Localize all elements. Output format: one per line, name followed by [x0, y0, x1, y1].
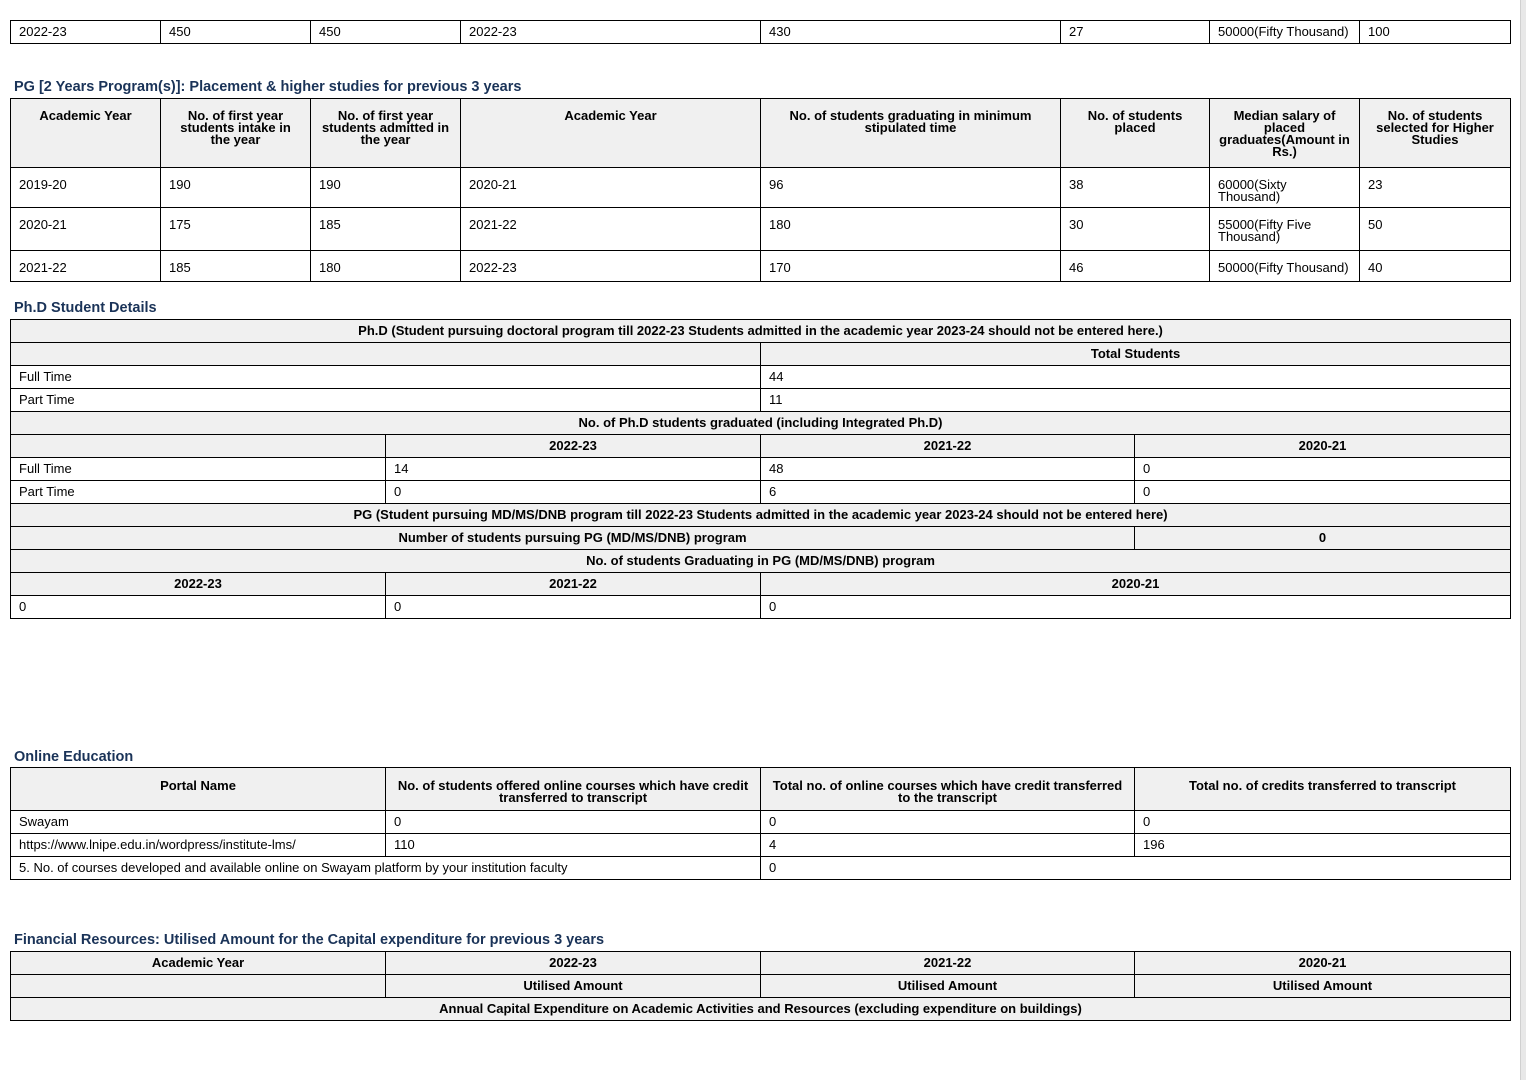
- table-cell: 100: [1360, 21, 1511, 44]
- table-cell: 0: [761, 811, 1135, 834]
- table-cell: 30: [1061, 208, 1210, 251]
- row-label: Full Time: [11, 458, 386, 481]
- vertical-scrollbar[interactable]: [1520, 0, 1526, 1080]
- table-cell: 6: [761, 481, 1135, 504]
- table-header-row: [11, 768, 1511, 811]
- table-cell: 430: [761, 21, 1061, 44]
- table-cell: 170: [761, 251, 1061, 282]
- table-row: [11, 857, 1511, 880]
- table-row: [11, 458, 1511, 481]
- online-section-title: Online Education: [14, 749, 134, 765]
- column-header: 2022-23: [386, 435, 761, 458]
- table-row: [11, 343, 1511, 366]
- column-header: Total no. of online courses which have credit transferred to the transcript: [761, 768, 1135, 811]
- phd-graduated-header: No. of Ph.D students graduated (including Integrated Ph.D): [11, 412, 1511, 435]
- table-cell: 2022-23: [11, 21, 161, 44]
- table-cell: 50000(Fifty Thousand): [1210, 251, 1360, 282]
- table-cell: 38: [1061, 168, 1210, 208]
- column-header: No. of students placed: [1061, 99, 1210, 168]
- column-header: No. of first year students intake in the year: [161, 99, 311, 168]
- table-cell: 185: [161, 251, 311, 282]
- pg-pursuing-label: Number of students pursuing PG (MD/MS/DNB) program: [11, 527, 1135, 550]
- table-cell: 14: [386, 458, 761, 481]
- empty-header-cell: [11, 975, 386, 998]
- column-header: Utilised Amount: [761, 975, 1135, 998]
- table-cell: Swayam: [11, 811, 386, 834]
- table-cell: 0: [11, 596, 386, 619]
- row-label: 5. No. of courses developed and available online on Swayam platform by your institution faculty: [11, 857, 761, 880]
- table-cell: 2022-23: [461, 21, 761, 44]
- table-cell: 185: [311, 208, 461, 251]
- column-header: 2020-21: [1135, 952, 1511, 975]
- table-cell: 450: [161, 21, 311, 44]
- table-row: [11, 481, 1511, 504]
- phd-section-title: Ph.D Student Details: [14, 300, 157, 316]
- table-cell: 2022-23: [461, 251, 761, 282]
- empty-header-cell: [11, 343, 761, 366]
- table-cell: 0: [1135, 811, 1511, 834]
- pg-pursuing-header: PG (Student pursuing MD/MS/DNB program till 2022-23 Students admitted in the academic year 2023-24 should not be entered here): [11, 504, 1511, 527]
- phd-details-table: [10, 319, 1511, 619]
- table-row: [11, 412, 1511, 435]
- pg-pursuing-value: 0: [1135, 527, 1511, 550]
- table-row: [11, 527, 1511, 550]
- finance-section-title: Financial Resources: Utilised Amount for the Capital expenditure for previous 3 years: [14, 932, 605, 948]
- total-students-header: Total Students: [761, 343, 1511, 366]
- table-cell: 96: [761, 168, 1061, 208]
- table-row: [11, 952, 1511, 975]
- phd-pursuing-header: Ph.D (Student pursuing doctoral program till 2022-23 Students admitted in the academic year 2023-24 should not be entered here.): [11, 320, 1511, 343]
- table-cell: 27: [1061, 21, 1210, 44]
- table-row: [11, 573, 1511, 596]
- table-row: [11, 21, 1511, 44]
- table-row: [11, 550, 1511, 573]
- column-header: 2021-22: [761, 952, 1135, 975]
- column-header: Academic Year: [461, 99, 761, 168]
- column-header: 2021-22: [761, 435, 1135, 458]
- table-row: [11, 504, 1511, 527]
- column-header: Median salary of placed graduates(Amount in Rs.): [1210, 99, 1360, 168]
- table-row: [11, 251, 1511, 282]
- table-row: [11, 811, 1511, 834]
- table-cell: 50000(Fifty Thousand): [1210, 21, 1360, 44]
- column-header: Academic Year: [11, 99, 161, 168]
- table-cell: 0: [1135, 458, 1511, 481]
- pg-placement-table: [10, 98, 1511, 282]
- pg-graduating-header: No. of students Graduating in PG (MD/MS/DNB) program: [11, 550, 1511, 573]
- column-header: 2020-21: [1135, 435, 1511, 458]
- column-header: 2021-22: [386, 573, 761, 596]
- table-cell: 196: [1135, 834, 1511, 857]
- portal-url-cell: https://www.lnipe.edu.in/wordpress/institute-lms/: [11, 834, 386, 857]
- table-cell: 450: [311, 21, 461, 44]
- financial-resources-table: [10, 951, 1511, 1021]
- table-cell: 0: [386, 811, 761, 834]
- column-header: No. of first year students admitted in the year: [311, 99, 461, 168]
- table-cell: 0: [386, 596, 761, 619]
- table-cell: 0: [1135, 481, 1511, 504]
- table-cell: 44: [761, 366, 1511, 389]
- column-header: Portal Name: [11, 768, 386, 811]
- column-header: No. of students offered online courses which have credit transferred to transcript: [386, 768, 761, 811]
- column-header: Total no. of credits transferred to transcript: [1135, 768, 1511, 811]
- table-cell: 180: [761, 208, 1061, 251]
- table-cell: 4: [761, 834, 1135, 857]
- table-row: [11, 320, 1511, 343]
- column-header: 2020-21: [761, 573, 1511, 596]
- table-header-row: [11, 99, 1511, 168]
- table-cell: 2019-20: [11, 168, 161, 208]
- table-row: [11, 975, 1511, 998]
- table-cell: 50: [1360, 208, 1511, 251]
- table-cell: 48: [761, 458, 1135, 481]
- row-label: Part Time: [11, 481, 386, 504]
- capex-header: Annual Capital Expenditure on Academic Activities and Resources (excluding expenditure on buildings): [11, 998, 1511, 1021]
- table-cell: 2020-21: [11, 208, 161, 251]
- column-header: 2022-23: [386, 952, 761, 975]
- table-cell: 180: [311, 251, 461, 282]
- table-row: [11, 834, 1511, 857]
- table-row: [11, 596, 1511, 619]
- table-cell: 11: [761, 389, 1511, 412]
- table-cell: 60000(Sixty Thousand): [1210, 168, 1360, 208]
- column-header: Utilised Amount: [386, 975, 761, 998]
- table-cell: 0: [761, 596, 1511, 619]
- table-cell: 40: [1360, 251, 1511, 282]
- table-cell: 190: [311, 168, 461, 208]
- column-header: No. of students selected for Higher Studies: [1360, 99, 1511, 168]
- table-row: [11, 168, 1511, 208]
- table-cell: 175: [161, 208, 311, 251]
- table-cell: 46: [1061, 251, 1210, 282]
- row-label: Full Time: [11, 366, 761, 389]
- column-header: No. of students graduating in minimum stipulated time: [761, 99, 1061, 168]
- table-cell: 23: [1360, 168, 1511, 208]
- table-cell: 2021-22: [11, 251, 161, 282]
- table-cell: 2020-21: [461, 168, 761, 208]
- table-row: [11, 366, 1511, 389]
- table-row: [11, 435, 1511, 458]
- table-cell: 0: [386, 481, 761, 504]
- table-row: [11, 389, 1511, 412]
- ug-placement-table-continuation: [10, 20, 1511, 44]
- online-education-table: [10, 767, 1511, 880]
- empty-header-cell: [11, 435, 386, 458]
- column-header: Utilised Amount: [1135, 975, 1511, 998]
- pg-section-title: PG [2 Years Program(s)]: Placement & higher studies for previous 3 years: [14, 79, 522, 95]
- table-row: [11, 998, 1511, 1021]
- table-cell: 110: [386, 834, 761, 857]
- column-header: 2022-23: [11, 573, 386, 596]
- table-cell: 190: [161, 168, 311, 208]
- table-cell: 55000(Fifty Five Thousand): [1210, 208, 1360, 251]
- table-cell: 2021-22: [461, 208, 761, 251]
- column-header: Academic Year: [11, 952, 386, 975]
- row-label: Part Time: [11, 389, 761, 412]
- table-row: [11, 208, 1511, 251]
- table-cell: 0: [761, 857, 1511, 880]
